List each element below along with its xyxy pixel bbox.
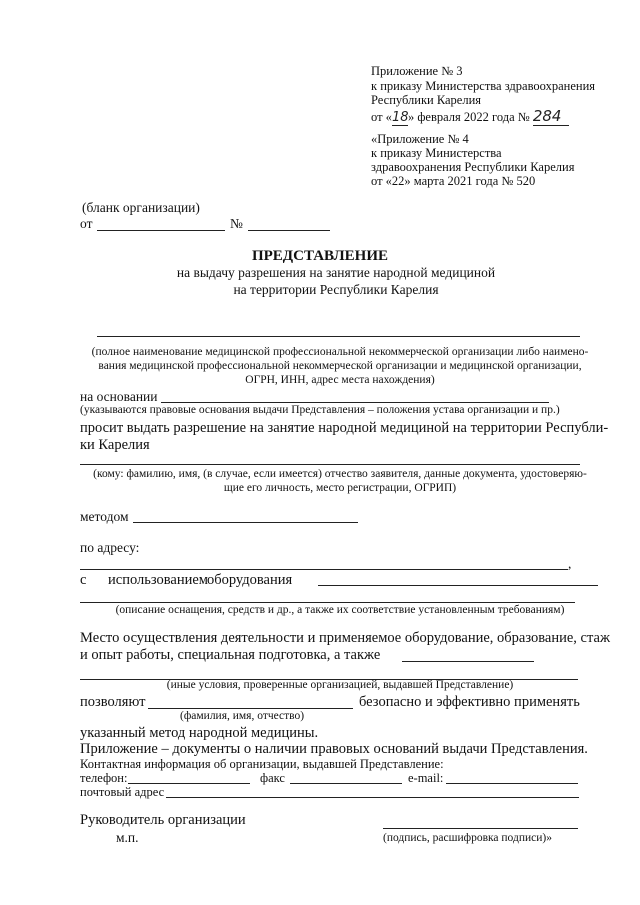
request-line2: ки Карелия (80, 437, 150, 453)
email-line (446, 783, 578, 784)
method-line (133, 522, 358, 523)
equipment-w2: использованием (108, 572, 208, 588)
handwritten-number: 284 (533, 107, 569, 126)
blank-number-line (248, 230, 330, 231)
blank-label: (бланк организации) (82, 200, 200, 215)
address-comma: , (568, 556, 572, 571)
appendix-docs: Приложение – документы о наличии правовых оснований выдачи Представления. (80, 741, 588, 757)
place-line2-fill (402, 661, 534, 662)
date-prefix: от « (371, 110, 392, 124)
equipment-line2 (80, 602, 575, 603)
basis-caption: (указываются правовые основания выдачи Представления – положения устава организации и пр.) (80, 404, 560, 416)
number-label: № (230, 216, 243, 231)
place-line2: и опыт работы, специальная подготовка, а также (80, 647, 381, 663)
allows-rest: безопасно и эффективно применять (359, 694, 580, 710)
contact-fax: факс (260, 771, 285, 785)
place-caption: (иные условия, проверенные организацией, выдавшей Представление) (166, 679, 514, 691)
allows-line2: указанный метод народной медицины. (80, 725, 319, 741)
org-caption-line1: (полное наименование медицинской профессиональной некоммерческой организации либо наимено- (91, 346, 589, 358)
contact-postal: почтовый адрес (80, 785, 165, 799)
org-name-line (97, 336, 580, 337)
phone-line (128, 783, 250, 784)
appendix3-line1: Приложение № 3 (371, 64, 463, 78)
fax-line (290, 783, 402, 784)
allows-name-line (148, 708, 353, 709)
equipment-w3: оборудования (207, 572, 293, 588)
appendix4-line1: «Приложение № 4 (371, 132, 469, 146)
appendix3-line3: Республики Карелия (371, 93, 482, 107)
contact-phone: телефон: (80, 771, 128, 785)
title-sub2: на территории Республики Карелия (233, 282, 439, 297)
title-sub1: на выдачу разрешения на занятие народной медициной (176, 265, 496, 280)
from-date-line (97, 230, 225, 231)
method-label: методом (80, 509, 129, 524)
signature-caption: (подпись, расшифровка подписи)» (383, 832, 552, 844)
signature-line (383, 828, 578, 829)
contact-title: Контактная информация об организации, выдавшей Представление: (80, 757, 444, 771)
org-caption-line2: вания медицинской профессиональной некоммерческой организации и медицинской организации, (98, 360, 582, 372)
org-caption-line3: ОГРН, ИНН, адрес места нахождения) (245, 374, 435, 386)
appendix4-line4: от «22» марта 2021 года № 520 (371, 174, 536, 188)
equipment-line1 (318, 585, 598, 586)
equipment-caption: (описание оснащения, средств и др., а также их соответствие установленным требованиям) (115, 604, 565, 616)
appendix3-date (371, 107, 569, 126)
stamp-label: м.п. (116, 830, 139, 845)
appendix4-line2: к приказу Министерства (371, 146, 502, 160)
equipment-w1: с (80, 572, 87, 588)
handwritten-day: 18 (391, 110, 409, 125)
from-label: от (80, 216, 93, 231)
date-middle: » февраля 2022 года № (407, 110, 530, 124)
signature-head: Руководитель организации (80, 812, 246, 828)
applicant-line (80, 464, 580, 465)
postal-line (166, 797, 579, 798)
place-line1: Место осуществления деятельности и применяемое оборудование, образование, стаж (80, 630, 610, 646)
appendix3-line2: к приказу Министерства здравоохранения (371, 79, 596, 93)
contact-email: e-mail: (408, 771, 444, 785)
address-label: по адресу: (80, 540, 140, 555)
basis-line (161, 402, 549, 403)
basis-label: на основании (80, 389, 158, 404)
allows-caption: (фамилия, имя, отчество) (180, 710, 305, 722)
applicant-caption-line1: (кому: фамилию, имя, (в случае, если имеется) отчество заявителя, данные документа, удостоверяю- (93, 468, 587, 480)
allows-label: позволяют (80, 694, 146, 710)
address-line (80, 569, 568, 570)
appendix4-line3: здравоохранения Республики Карелия (371, 160, 575, 174)
applicant-caption-line2: щие его личность, место регистрации, ОГРИП) (223, 482, 457, 494)
document-title: ПРЕДСТАВЛЕНИЕ (251, 248, 389, 264)
request-line1: просит выдать разрешение на занятие народной медициной на территории Республи- (80, 420, 609, 436)
